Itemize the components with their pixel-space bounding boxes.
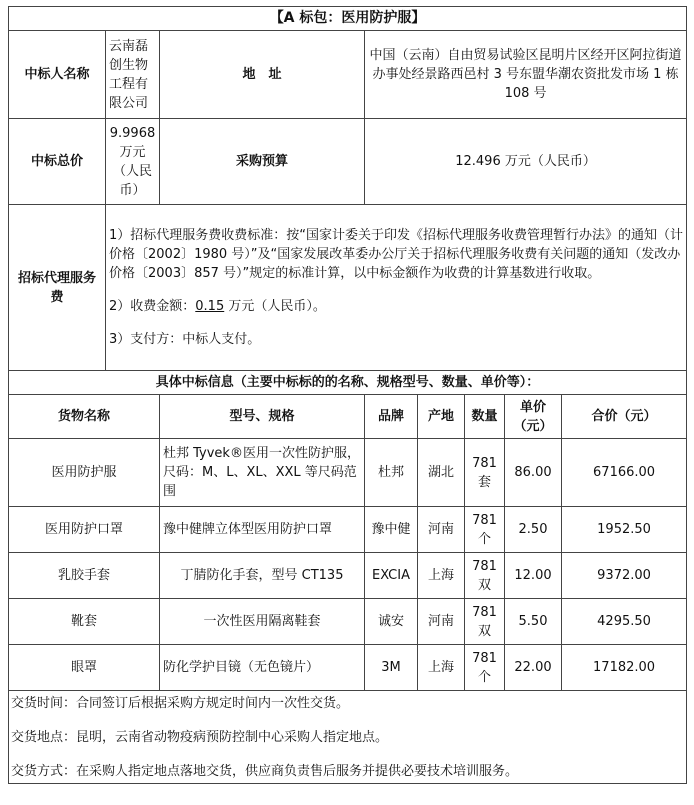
item-brand: 诚安	[365, 599, 418, 645]
item-name: 医用防护口罩	[9, 507, 160, 553]
total-price-value: 9.9968 万元（人民币）	[106, 119, 160, 205]
budget-value: 12.496 万元（人民币）	[365, 119, 687, 205]
fee-amount-prefix: 2）收费金额：	[109, 299, 196, 314]
item-name: 医用防护服	[9, 439, 160, 507]
col-header-brand: 品牌	[365, 395, 418, 439]
item-qty: 781 双	[465, 553, 505, 599]
table-row	[9, 439, 687, 507]
delivery-place: 交货地点：昆明，云南省动物疫病预防控制中心采购人指定地点。	[11, 730, 389, 745]
item-origin: 上海	[418, 645, 465, 691]
item-brand: 杜邦	[365, 439, 418, 507]
agency-fee-label: 招标代理服务费	[9, 205, 106, 371]
item-name: 乳胶手套	[9, 553, 160, 599]
item-origin: 湖北	[418, 439, 465, 507]
award-table	[8, 6, 687, 784]
item-unit-price: 2.50	[505, 507, 562, 553]
fee-payer-text: 3）支付方：中标人支付。	[109, 332, 261, 347]
address-label: 地 址	[160, 31, 365, 119]
budget-label: 采购预算	[160, 119, 365, 205]
delivery-time: 交货时间：合同签订后根据采购方规定时间内一次性交货。	[11, 696, 350, 711]
table-row	[9, 507, 687, 553]
fee-standard-text: 1）招标代理服务费收费标准：按“国家计委关于印发《招标代理服务收费管理暂行办法》的通知（计价格〔2002〕1980 号）”及“国家发展改革委办公厅关于招标代理服务收费有关问题的通知（发改办价格〔2003〕857 号）”规定的标准计算，以中标金额作为收费的计算基数进行收取。	[109, 228, 684, 281]
total-price-label: 中标总价	[9, 119, 106, 205]
col-header-name: 货物名称	[9, 395, 160, 439]
item-brand: EXCIA	[365, 553, 418, 599]
item-origin: 河南	[418, 599, 465, 645]
item-unit-price: 22.00	[505, 645, 562, 691]
details-heading: 具体中标信息（主要中标标的的名称、规格型号、数量、单价等）：	[9, 371, 687, 395]
item-total: 1952.50	[562, 507, 687, 553]
col-header-unit-price: 单价（元）	[505, 395, 562, 439]
winner-name: 云南磊创生物工程有限公司	[106, 31, 160, 119]
item-unit-price: 12.00	[505, 553, 562, 599]
col-header-qty: 数量	[465, 395, 505, 439]
address-value: 中国（云南）自由贸易试验区昆明片区经开区阿拉街道办事处经景路西邑村 3 号东盟华潮农资批发市场 1 栋 108 号	[365, 31, 687, 119]
table-row	[9, 645, 687, 691]
item-brand: 豫中健	[365, 507, 418, 553]
item-unit-price: 86.00	[505, 439, 562, 507]
item-name: 靴套	[9, 599, 160, 645]
fee-amount-suffix: 万元（人民币）。	[224, 299, 326, 314]
package-title: 【A 标包：医用防护服】	[9, 7, 687, 31]
item-origin: 上海	[418, 553, 465, 599]
item-total: 9372.00	[562, 553, 687, 599]
item-spec: 一次性医用隔离鞋套	[160, 599, 365, 645]
col-header-spec: 型号、规格	[160, 395, 365, 439]
item-total: 4295.50	[562, 599, 687, 645]
col-header-total: 合价（元）	[562, 395, 687, 439]
item-origin: 河南	[418, 507, 465, 553]
fee-amount-text	[109, 297, 683, 316]
item-spec: 防化学护目镜（无色镜片）	[160, 645, 365, 691]
item-total: 67166.00	[562, 439, 687, 507]
winner-label: 中标人名称	[9, 31, 106, 119]
agency-fee-content	[106, 205, 687, 371]
item-brand: 3M	[365, 645, 418, 691]
item-qty: 781 双	[465, 599, 505, 645]
table-row	[9, 599, 687, 645]
item-spec: 杜邦 Tyvek®医用一次性防护服，尺码：M、L、XL、XXL 等尺码范围	[160, 439, 365, 507]
item-spec: 豫中健牌立体型医用防护口罩	[160, 507, 365, 553]
delivery-method: 交货方式：在采购人指定地点落地交货，供应商负责售后服务并提供必要技术培训服务。	[11, 764, 519, 779]
delivery-terms	[9, 691, 687, 784]
item-qty: 781 个	[465, 645, 505, 691]
item-name: 眼罩	[9, 645, 160, 691]
item-total: 17182.00	[562, 645, 687, 691]
fee-amount-value: 0.15	[195, 299, 225, 314]
item-unit-price: 5.50	[505, 599, 562, 645]
table-row	[9, 553, 687, 599]
col-header-origin: 产地	[418, 395, 465, 439]
item-qty: 781 套	[465, 439, 505, 507]
item-spec: 丁腈防化手套，型号 CT135	[160, 553, 365, 599]
item-qty: 781 个	[465, 507, 505, 553]
